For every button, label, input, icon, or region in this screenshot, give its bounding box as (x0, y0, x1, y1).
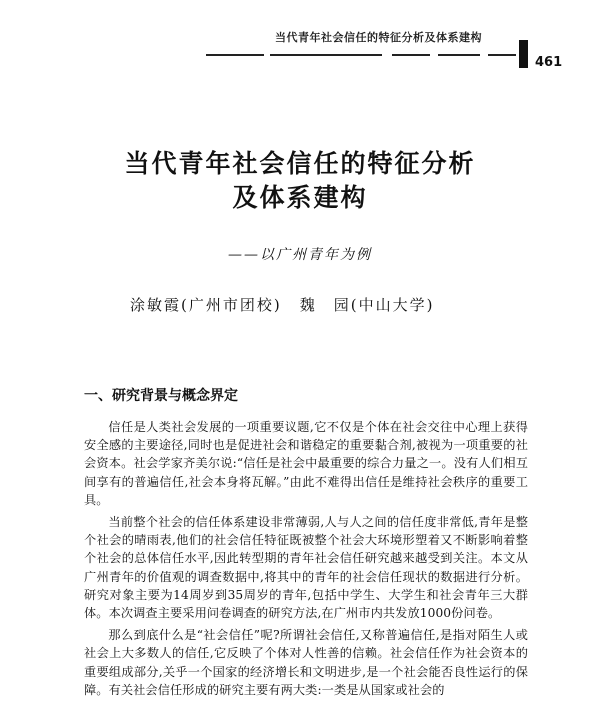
article-title: 当代青年社会信任的特征分析 (124, 149, 476, 178)
header-rule (270, 54, 382, 56)
article-subtitle: ——以广州青年为例 (228, 247, 372, 263)
page-number: 461 (535, 55, 563, 70)
article-title-line2: 及体系建构 (232, 183, 368, 212)
author-1: 涂敏霞(广州市团校) (130, 296, 282, 314)
authors (130, 294, 434, 315)
header-bar (519, 40, 528, 68)
paragraph: 信任是人类社会发展的一项重要议题,它不仅是个体在社会交往中心理上获得安全感的主要途径,同时也是促进社会和谐稳定的重要黏合剂,被视为一项重要的社会资本。社会学家齐美尔说:“信任是社会中最重要的综合力量之一。没有人们相互间享有的普遍信任,社会本身将瓦解。”由此不难得出信任是维持社会秩序的重要工具。 (84, 420, 528, 507)
running-head: 当代青年社会信任的特征分析及体系建构 (275, 31, 482, 44)
header-rule (438, 54, 480, 56)
header-rule (488, 54, 516, 56)
paragraph: 当前整个社会的信任体系建设非常薄弱,人与人之间的信任度非常低,青年是整个社会的晴雨表,他们的社会信任特征既被整个社会大环境形塑着又不断影响着整个社会的总体信任水平,因此转型期的青年社会信任研究越来越受到关注。本文从广州青年的价值观的调查数据中,将其中的青年的社会信任现状的数据进行分析。研究对象主要为14周岁到35周岁的青年,包括中学生、大学生和社会青年三大群体。本次调查主要采用问卷调查的研究方法,在广州市内共发放1000份问卷。 (84, 515, 528, 621)
body-text (84, 418, 528, 703)
paragraph: 那么到底什么是“社会信任”呢?所谓社会信任,又称普遍信任,是指对陌生人或社会上大多数人的信任,它反映了个体对人性善的信赖。社会信任作为社会资本的重要组成部分,关乎一个国家的经济增长和文明进步,是一个社会能否良性运行的保障。有关社会信任形成的研究主要有两大类:一类是从国家或社会的 (84, 628, 528, 697)
header-rule (206, 54, 264, 56)
author-2: 魏 园(中山大学) (299, 296, 435, 314)
header-rule (392, 54, 430, 56)
section-heading: 一、研究背景与概念界定 (84, 388, 238, 404)
